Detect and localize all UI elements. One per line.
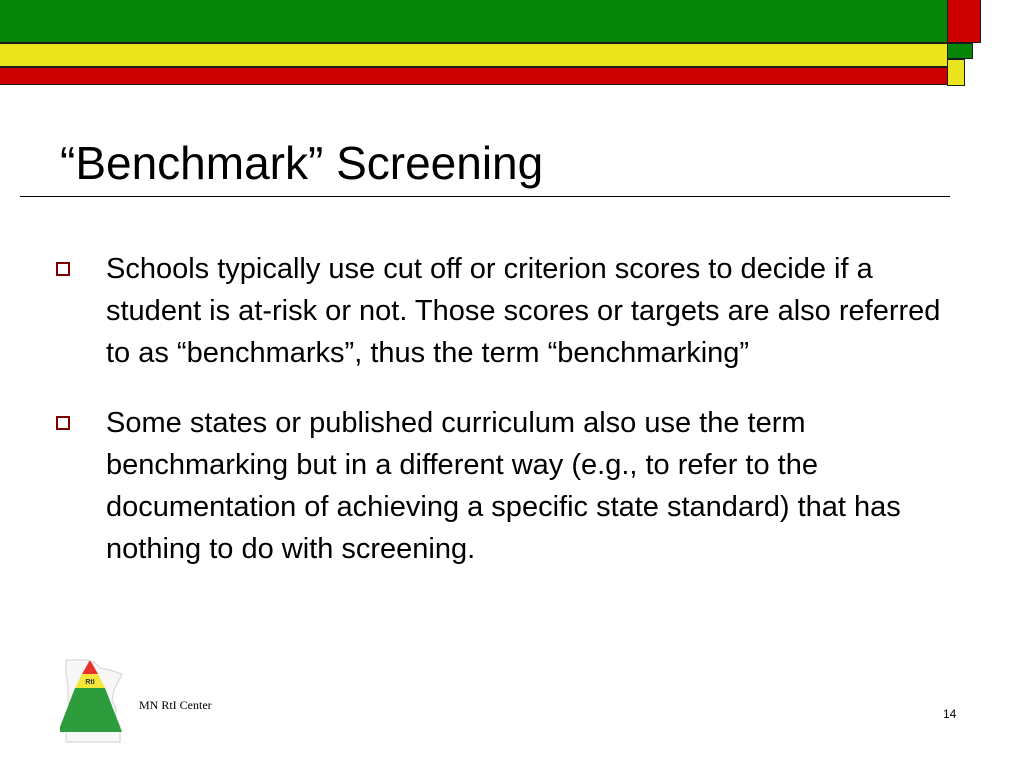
header-square-yellow (947, 59, 965, 86)
hollow-square-icon (56, 262, 70, 276)
bullet-text: Some states or published curriculum also use the term benchmarking but in a different way (e.g., to refer to the documentation of achieving a specific state standard) that has nothing to do with screening. (106, 407, 901, 565)
bullet-list (56, 248, 956, 598)
header-square-green (947, 43, 973, 59)
bullet-item (56, 248, 956, 374)
header-band-yellow (0, 43, 947, 67)
title-divider (20, 196, 950, 197)
svg-text:RtI: RtI (85, 679, 95, 686)
page-number: 14 (943, 707, 957, 721)
hollow-square-icon (56, 416, 70, 430)
header-band-red (0, 67, 947, 85)
bullet-text: Schools typically use cut off or criterion scores to decide if a student is at-risk or not. Those scores or targets are also referred to as “benchmarks”, thus the term “benchmarking” (106, 253, 941, 369)
slide-title: “Benchmark” Screening (60, 137, 544, 189)
header-square-red (947, 0, 981, 43)
footer-organization: MN RtI Center (139, 698, 212, 712)
header-band-green (0, 0, 947, 43)
bullet-item (56, 402, 956, 570)
mn-rti-pyramid-logo-icon (60, 656, 136, 748)
